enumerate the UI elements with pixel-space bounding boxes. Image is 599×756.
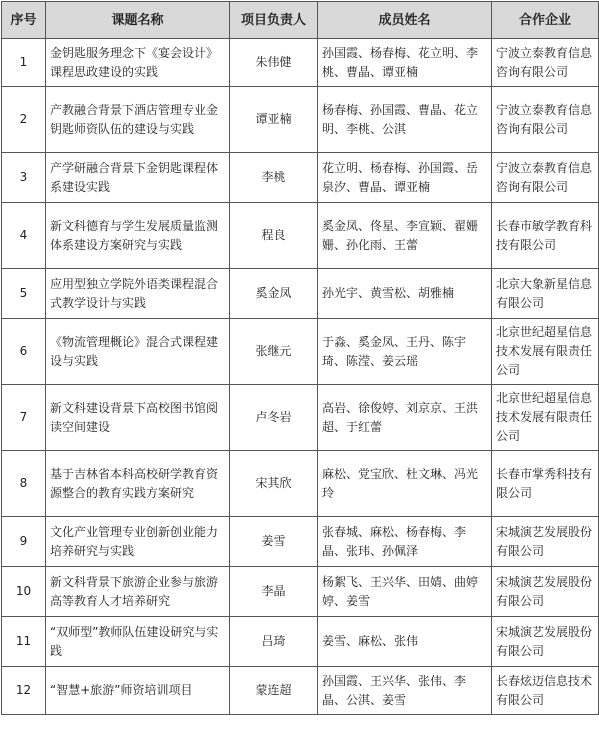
- row-index: 8: [2, 451, 46, 517]
- row-leader: 吕琦: [230, 617, 318, 667]
- table-row: [2, 385, 599, 451]
- row-partner: 宁波立泰教育信息咨询有限公司: [492, 39, 599, 87]
- row-topic: “双师型”教师队伍建设研究与实践: [46, 617, 230, 667]
- header-index: 序号: [2, 2, 46, 39]
- row-partner: 宁波立泰教育信息咨询有限公司: [492, 87, 599, 153]
- row-index: 3: [2, 153, 46, 203]
- table-row: [2, 567, 599, 617]
- row-topic: 基于吉林省本科高校研学教育资源整合的教育实践方案研究: [46, 451, 230, 517]
- header-partner: 合作企业: [492, 2, 599, 39]
- row-topic: 新文科德育与学生发展质量监测体系建设方案研究与实践: [46, 203, 230, 269]
- row-partner: 北京世纪超星信息技术发展有限责任公司: [492, 319, 599, 385]
- row-members: 姜雪、麻松、张伟: [318, 617, 492, 667]
- row-leader: 奚金凤: [230, 269, 318, 319]
- projects-table: [1, 1, 599, 715]
- row-topic: 产教融合背景下酒店管理专业金钥匙师资队伍的建设与实践: [46, 87, 230, 153]
- row-leader: 姜雪: [230, 517, 318, 567]
- row-index: 2: [2, 87, 46, 153]
- table-row: [2, 517, 599, 567]
- row-index: 1: [2, 39, 46, 87]
- row-leader: 谭亚楠: [230, 87, 318, 153]
- header-leader: 项目负责人: [230, 2, 318, 39]
- row-partner: 宋城演艺发展股份有限公司: [492, 517, 599, 567]
- row-members: 奚金凤、佟星、李宣颖、翟姗姗、孙化雨、王蕾: [318, 203, 492, 269]
- row-index: 5: [2, 269, 46, 319]
- row-leader: 程良: [230, 203, 318, 269]
- row-topic: 金钥匙服务理念下《宴会设计》课程思政建设的实践: [46, 39, 230, 87]
- row-topic: 文化产业管理专业创新创业能力培养研究与实践: [46, 517, 230, 567]
- row-topic: “智慧+旅游”师资培训项目: [46, 667, 230, 715]
- row-leader: 张继元: [230, 319, 318, 385]
- row-partner: 长春炫迈信息技术有限公司: [492, 667, 599, 715]
- row-index: 9: [2, 517, 46, 567]
- table-row: [2, 451, 599, 517]
- row-leader: 卢冬岩: [230, 385, 318, 451]
- row-topic: 新文科背景下旅游企业参与旅游高等教育人才培养研究: [46, 567, 230, 617]
- row-leader: 李晶: [230, 567, 318, 617]
- header-members: 成员姓名: [318, 2, 492, 39]
- row-topic: 产学研融合背景下金钥匙课程体系建设实践: [46, 153, 230, 203]
- table-row: [2, 667, 599, 715]
- row-topic: 新文科建设背景下高校图书馆阅读空间建设: [46, 385, 230, 451]
- row-index: 7: [2, 385, 46, 451]
- row-partner: 北京大象新星信息有限公司: [492, 269, 599, 319]
- row-index: 10: [2, 567, 46, 617]
- row-leader: 李桃: [230, 153, 318, 203]
- row-members: 杨絮飞、王兴华、田婧、曲婷婷、姜雪: [318, 567, 492, 617]
- row-partner: 宋城演艺发展股份有限公司: [492, 567, 599, 617]
- row-members: 张春城、麻松、杨春梅、李晶、张玮、孙佩泽: [318, 517, 492, 567]
- table-row: [2, 617, 599, 667]
- table-row: [2, 39, 599, 87]
- row-members: 于淼、奚金凤、王丹、陈宇琦、陈滢、姜云瑶: [318, 319, 492, 385]
- row-index: 6: [2, 319, 46, 385]
- row-members: 孙光宇、黄雪松、胡雅楠: [318, 269, 492, 319]
- table-row: [2, 269, 599, 319]
- row-partner: 北京世纪超星信息技术发展有限责任公司: [492, 385, 599, 451]
- row-members: 孙国霞、杨春梅、花立明、李桃、曹晶、谭亚楠: [318, 39, 492, 87]
- header-topic: 课题名称: [46, 2, 230, 39]
- table-row: [2, 87, 599, 153]
- row-partner: 长春市敏学教育科技有限公司: [492, 203, 599, 269]
- row-index: 11: [2, 617, 46, 667]
- row-partner: 宁波立泰教育信息咨询有限公司: [492, 153, 599, 203]
- row-partner: 长春市掌秀科技有限公司: [492, 451, 599, 517]
- row-members: 麻松、党宝欣、杜文琳、冯光玲: [318, 451, 492, 517]
- header-row: [2, 2, 599, 39]
- row-leader: 宋其欣: [230, 451, 318, 517]
- row-index: 4: [2, 203, 46, 269]
- row-index: 12: [2, 667, 46, 715]
- row-members: 花立明、杨春梅、孙国霞、岳泉汐、曹晶、谭亚楠: [318, 153, 492, 203]
- table-row: [2, 319, 599, 385]
- row-leader: 朱伟健: [230, 39, 318, 87]
- row-topic: 应用型独立学院外语类课程混合式教学设计与实践: [46, 269, 230, 319]
- row-members: 孙国霞、王兴华、张伟、李晶、公淇、姜雪: [318, 667, 492, 715]
- table-row: [2, 153, 599, 203]
- row-topic: 《物流管理概论》混合式课程建设与实践: [46, 319, 230, 385]
- row-leader: 蒙连超: [230, 667, 318, 715]
- row-members: 杨春梅、孙国霞、曹晶、花立明、李桃、公淇: [318, 87, 492, 153]
- row-members: 高岩、徐俊婷、刘京京、王洪超、于红蕾: [318, 385, 492, 451]
- row-partner: 宋城演艺发展股份有限公司: [492, 617, 599, 667]
- table-row: [2, 203, 599, 269]
